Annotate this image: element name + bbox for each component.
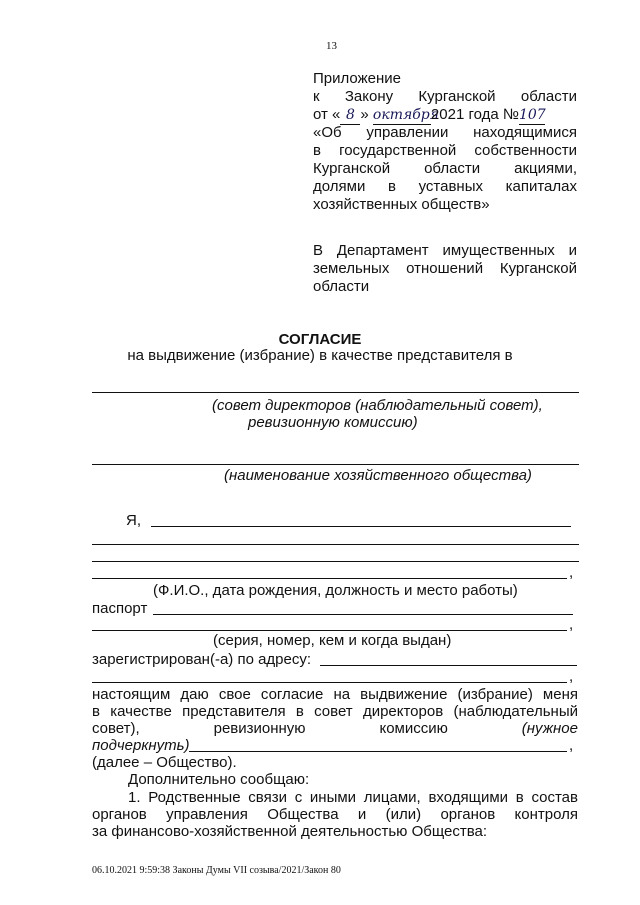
appendix-line-8: хозяйственных обществ» <box>313 196 490 213</box>
footer-text: 06.10.2021 9:59:38 Законы Думы VII созыва/2021/Закон 80 <box>92 865 341 876</box>
comma: , <box>569 616 574 633</box>
appendix-line-1: Приложение <box>313 70 401 87</box>
body-line-6: Дополнительно сообщаю: <box>128 771 310 788</box>
appendix-line-2 <box>313 88 577 106</box>
passport-field-line[interactable] <box>153 614 573 615</box>
text-quote: » <box>360 106 369 123</box>
comma: , <box>569 668 574 685</box>
body-line-1: настоящим даю свое согласие на выдвижение (избрание) меня <box>92 686 578 703</box>
label-registered: зарегистрирован(-а) по адресу: <box>92 651 312 668</box>
appendix-word: области <box>520 88 577 105</box>
fio-field-line-2[interactable] <box>92 544 579 545</box>
passport-field-line-2[interactable] <box>92 630 567 631</box>
company-field-line[interactable] <box>92 464 579 465</box>
appendix-line-6: Курганской области акциями, <box>313 160 577 177</box>
address-field-line-2[interactable] <box>92 682 567 683</box>
label-passport: паспорт <box>92 600 148 617</box>
text-from: от « <box>313 106 341 123</box>
hint-passport: (серия, номер, кем и когда выдан) <box>213 632 452 649</box>
body-line-3 <box>92 720 578 738</box>
appendix-word: Курганской <box>418 88 496 105</box>
page-number: 13 <box>326 40 337 52</box>
board-field-line[interactable] <box>92 392 579 393</box>
hint-fio: (Ф.И.О., дата рождения, должность и место работы) <box>153 582 518 599</box>
option-commission: комиссию <box>379 720 448 737</box>
body-line-4: подчеркнуть) <box>92 737 190 754</box>
body-line-2: в качестве представителя в совет директоров (наблюдательный <box>92 703 578 720</box>
option-board: совет), <box>92 720 140 737</box>
handwritten-month: октября <box>372 107 440 123</box>
addressee-line-1: В Департамент имущественных и <box>313 242 577 259</box>
handwritten-day: 8 <box>340 106 360 125</box>
option-field-line[interactable] <box>189 751 567 752</box>
body-line-5: (далее – Общество). <box>92 754 237 771</box>
body-line-8: органов управления Общества и (или) органов контроля <box>92 806 578 823</box>
document-title: СОГЛАСИЕ <box>278 331 362 348</box>
hint-board: (совет директоров (наблюдательный совет), <box>212 397 543 414</box>
appendix-line-4: «Об управлении находящимися <box>313 124 577 141</box>
addressee-line-3: области <box>313 278 370 295</box>
fio-field-line-4[interactable] <box>92 578 567 579</box>
appendix-word: к <box>313 88 320 105</box>
addressee-line-2: земельных отношений Курганской <box>313 260 577 277</box>
hint-board-2: ревизионную комиссию) <box>248 414 418 431</box>
fio-field-line[interactable] <box>151 526 571 527</box>
handwritten-number: 107 <box>518 107 546 123</box>
address-field-line[interactable] <box>320 665 577 666</box>
comma: , <box>569 737 574 754</box>
label-ya: Я, <box>126 512 141 529</box>
note-underline: (нужное <box>521 720 578 737</box>
body-line-7: 1. Родственные связи с иными лицами, входящими в состав <box>128 789 578 806</box>
appendix-word: Закону <box>344 88 394 105</box>
hint-company: (наименование хозяйственного общества) <box>224 467 532 484</box>
text-year: 2021 года № <box>430 106 519 123</box>
option-audit: ревизионную <box>213 720 306 737</box>
fio-field-line-3[interactable] <box>92 561 579 562</box>
appendix-line-7: долями в уставных капиталах <box>313 178 577 195</box>
body-line-9: за финансово-хозяйственной деятельностью Общества: <box>92 823 488 840</box>
document-subtitle: на выдвижение (избрание) в качестве представителя в <box>127 347 513 364</box>
appendix-line-5: в государственной собственности <box>313 142 577 159</box>
appendix-line-3 <box>313 106 583 125</box>
comma: , <box>569 564 574 581</box>
